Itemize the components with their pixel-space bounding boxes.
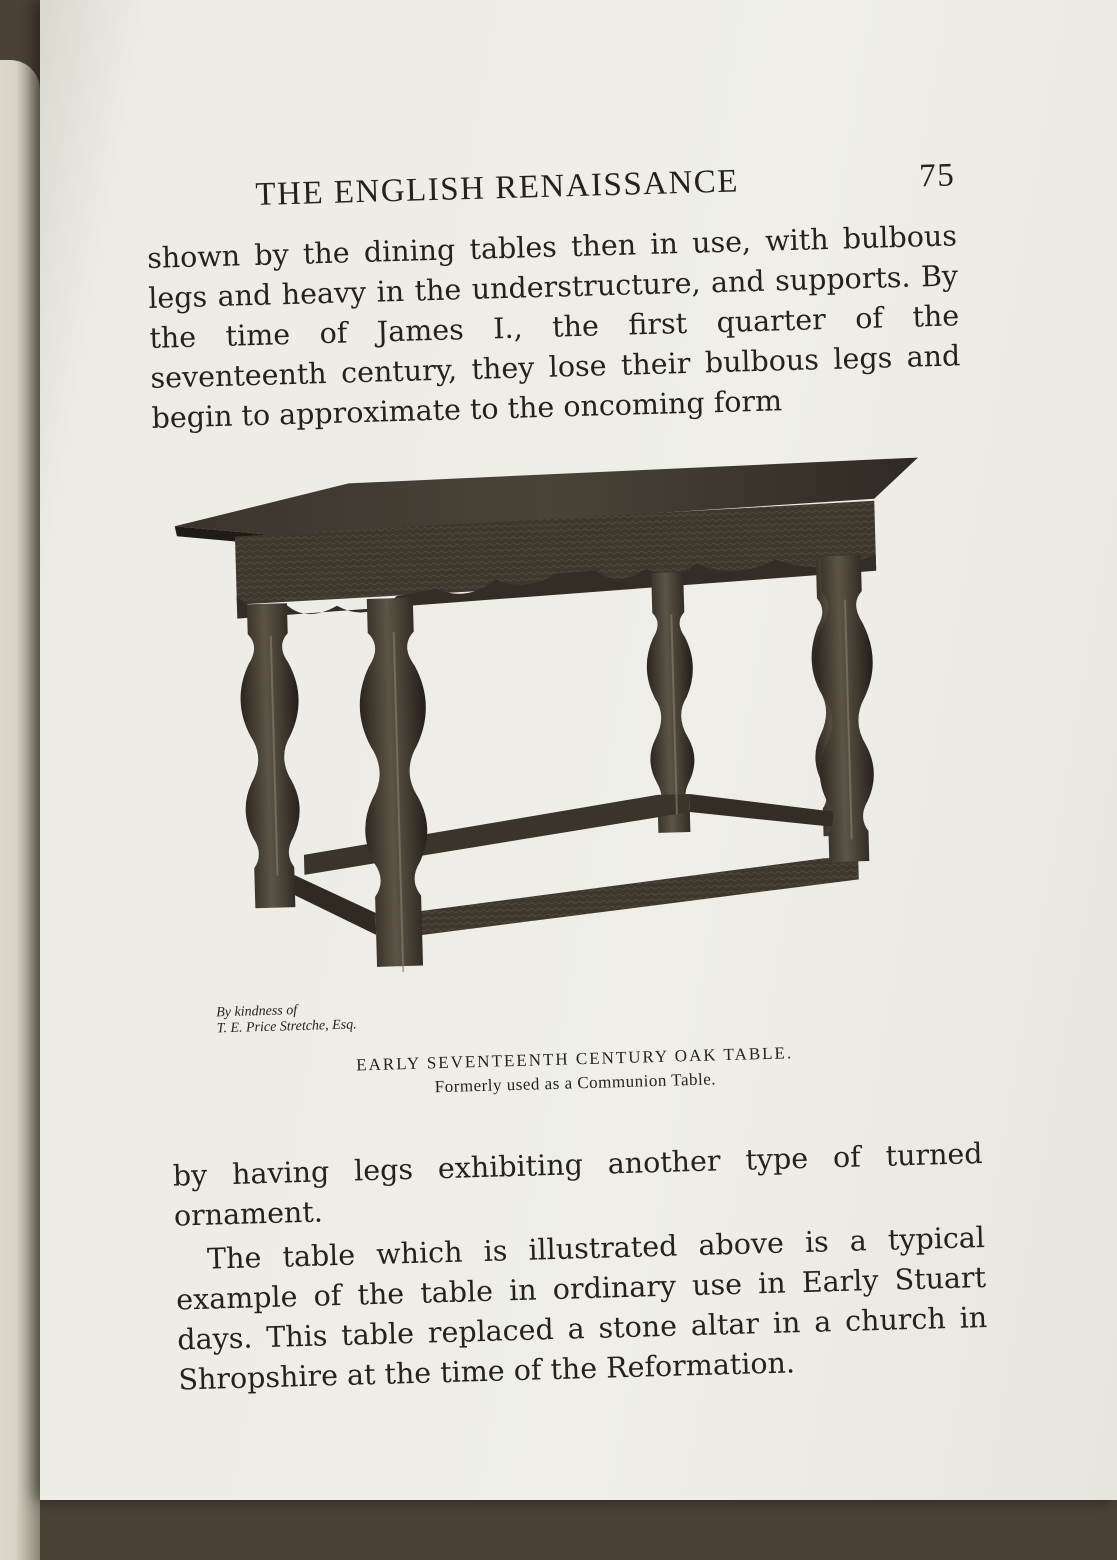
page-content [145,157,989,1400]
book-page [40,0,1117,1500]
oak-table-image [173,457,947,998]
figure [153,456,980,1104]
credit-line-2: T. E. Price Stretche, Esq. [216,1017,357,1037]
page-number: 75 [918,157,956,195]
paragraph-2: by having legs exhibiting another type of turned ornament. [172,1137,983,1233]
paragraph-3: The table which is illustrated above is a typical example of the table in ordinary use in Early Stuart days. This table replaced a stone altar in a church in Shropshire at the time of the Reformation. [175,1220,988,1397]
credit-line-1: By kindness of [216,1003,298,1021]
figure-caption-title: EARLY SEVENTEENTH CENTURY OAK TABLE. [355,1043,794,1075]
running-head-title: THE ENGLISH RENAISSANCE [254,163,740,213]
oak-table-illustration [173,457,947,998]
figure-caption-subtitle: Formerly used as a Communion Table. [434,1069,717,1097]
left-page-edge [0,60,40,1560]
running-head [255,157,956,214]
paragraph-1: shown by the dining tables then in use, with bulbous legs and heavy in the understructure, and supports. By the time of James I., the first quarter of the seventeenth century, they lose their bulbous legs and begin to approximate to the oncoming form [146,219,961,435]
